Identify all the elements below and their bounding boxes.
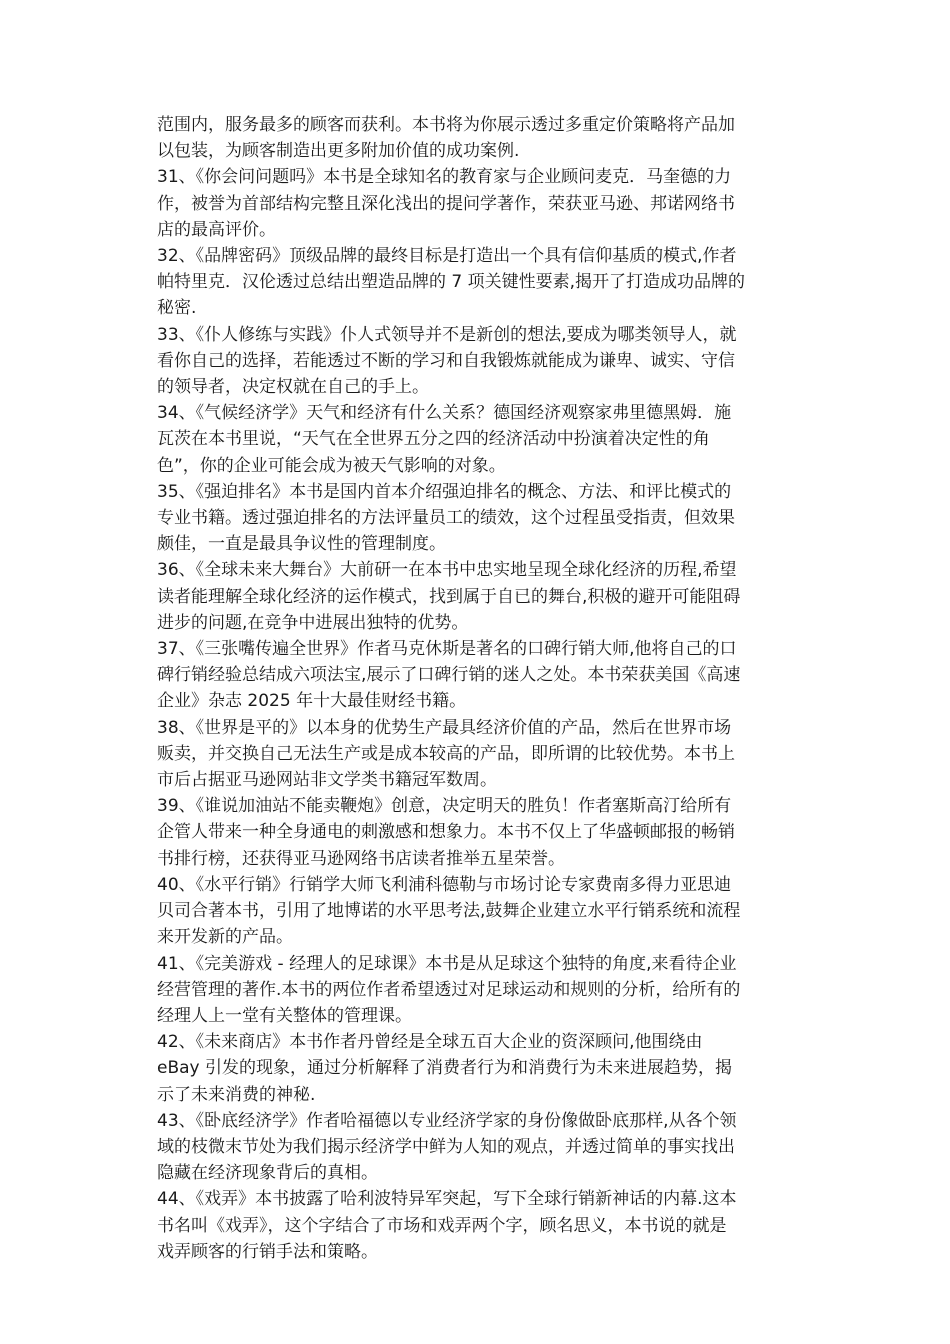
book-entry-paragraph	[157, 322, 827, 401]
text-line: 书名叫《戏弄》，这个字结合了市场和戏弄两个字，顾名思义，本书说的就是	[157, 1215, 727, 1236]
book-entry-paragraph	[157, 715, 827, 794]
text-line: 域的枝微末节处为我们揭示经济学中鲜为人知的观点，并透过简单的事实找出	[157, 1136, 735, 1157]
text-line: 看你自己的选择，若能透过不断的学习和自我锻炼就能成为谦卑、诚实、守信	[157, 350, 735, 371]
book-entry-paragraph	[157, 793, 827, 872]
text-line: 碑行销经验总结成六项法宝,展示了口碑行销的迷人之处。本书荣获美国《高速	[157, 665, 741, 686]
text-line: 范围内，服务最多的顾客而获利。本书将为你展示透过多重定价策略将产品加	[157, 115, 735, 135]
text-line: 以包装，为顾客制造出更多附加价值的成功案例.	[157, 141, 520, 162]
book-entry-paragraph	[157, 636, 827, 715]
text-line: 35、《强迫排名》本书是国内首本介绍强迫排名的概念、方法、和评比模式的	[157, 481, 732, 502]
document-body	[157, 112, 827, 1265]
text-line: 市后占据亚马逊网站非文学类书籍冠军数周。	[157, 770, 497, 791]
text-line: eBay 引发的现象，通过分析解释了消费者行为和消费行为未来进展趋势，揭	[157, 1058, 733, 1079]
text-line: 企管人带来一种全身通电的刺激感和想象力。本书不仅上了华盛顿邮报的畅销	[157, 822, 735, 843]
text-line: 39、《谁说加油站不能卖鞭炮》创意，决定明天的胜负！作者塞斯高汀给所有	[157, 796, 732, 817]
text-line: 贩卖，并交换自己无法生产或是成本较高的产品，即所谓的比较优势。本书上	[157, 743, 735, 764]
book-entry-paragraph	[157, 479, 827, 558]
text-line: 作，被誉为首部结构完整且深化浅出的提问学著作，荣获亚马逊、邦诺网络书	[157, 193, 735, 214]
text-line: 38、《世界是平的》以本身的优势生产最具经济价值的产品，然后在世界市场	[157, 717, 732, 738]
text-line: 瓦茨在本书里说，“天气在全世界五分之四的经济活动中扮演着决定性的角	[157, 429, 710, 450]
text-line: 颇佳，一直是最具争议性的管理制度。	[157, 534, 446, 555]
text-line: 秘密.	[157, 298, 197, 319]
text-line: 隐藏在经济现象背后的真相。	[157, 1163, 378, 1184]
text-line: 企业》杂志 2025 年十大最佳财经书籍。	[157, 691, 467, 712]
text-line: 书排行榜，还获得亚马逊网络书店读者推举五星荣誉。	[157, 848, 565, 869]
text-line: 经理人上一堂有关整体的管理课。	[157, 1005, 412, 1026]
text-line: 戏弄顾客的行销手法和策略。	[157, 1241, 378, 1262]
text-line: 读者能理解全球化经济的运作模式，找到属于自已的舞台,积极的避开可能阻碍	[157, 586, 741, 607]
book-entry-paragraph	[157, 557, 827, 636]
text-line: 41、《完美游戏 - 经理人的足球课》本书是从足球这个独特的角度,来看待企业	[157, 953, 737, 974]
text-line: 经营管理的著作.本书的两位作者希望透过对足球运动和规则的分析，给所有的	[157, 979, 741, 1000]
book-entry-paragraph	[157, 112, 827, 164]
text-line: 色”，你的企业可能会成为被天气影响的对象。	[157, 455, 506, 476]
text-line: 帕特里克．汉伦透过总结出塑造品牌的 7 项关键性要素,揭开了打造成功品牌的	[157, 272, 746, 293]
book-entry-paragraph	[157, 1029, 827, 1108]
text-line: 37、《三张嘴传遍全世界》作者马克休斯是著名的口碑行销大师,他将自己的口	[157, 639, 737, 660]
text-line: 44、《戏弄》本书披露了哈利波特异军突起，写下全球行销新神话的内幕.这本	[157, 1189, 737, 1210]
text-line: 43、《卧底经济学》作者哈福德以专业经济学家的身份像做卧底那样,从各个领	[157, 1110, 737, 1131]
book-entry-paragraph	[157, 1186, 827, 1265]
book-entry-paragraph	[157, 951, 827, 1030]
text-line: 32、《品牌密码》顶级品牌的最终目标是打造出一个具有信仰基质的模式,作者	[157, 246, 737, 267]
text-line: 36、《全球未来大舞台》大前研一在本书中忠实地呈现全球化经济的历程,希望	[157, 560, 737, 581]
text-line: 34、《气候经济学》天气和经济有什么关系？德国经济观察家弗里德黑姆．施	[157, 403, 732, 424]
text-line: 33、《仆人修练与实践》仆人式领导并不是新创的想法,要成为哪类领导人，就	[157, 324, 737, 345]
book-entry-paragraph	[157, 1108, 827, 1187]
text-line: 42、《未来商店》本书作者丹曾经是全球五百大企业的资深顾问,他围绕由	[157, 1032, 703, 1053]
text-line: 的领导者，决定权就在自己的手上。	[157, 377, 429, 398]
book-entry-paragraph	[157, 400, 827, 479]
text-line: 40、《水平行销》行销学大师飞利浦科德勒与市场讨论专家费南多得力亚思迪	[157, 874, 732, 895]
text-line: 贝司合著本书，引用了地博诺的水平思考法,鼓舞企业建立水平行销系统和流程	[157, 901, 741, 922]
text-line: 专业书籍。透过强迫排名的方法评量员工的绩效，这个过程虽受指责，但效果	[157, 508, 735, 529]
book-entry-paragraph	[157, 872, 827, 951]
text-line: 示了未来消费的神秘.	[157, 1084, 316, 1105]
book-entry-paragraph	[157, 243, 827, 322]
text-line: 来开发新的产品。	[157, 927, 293, 948]
text-line: 进步的问题,在竞争中进展出独特的优势。	[157, 612, 469, 633]
text-line: 店的最高评价。	[157, 219, 276, 240]
book-entry-paragraph	[157, 164, 827, 243]
text-line: 31、《你会问问题吗》本书是全球知名的教育家与企业顾问麦克．马奎德的力	[157, 167, 732, 188]
